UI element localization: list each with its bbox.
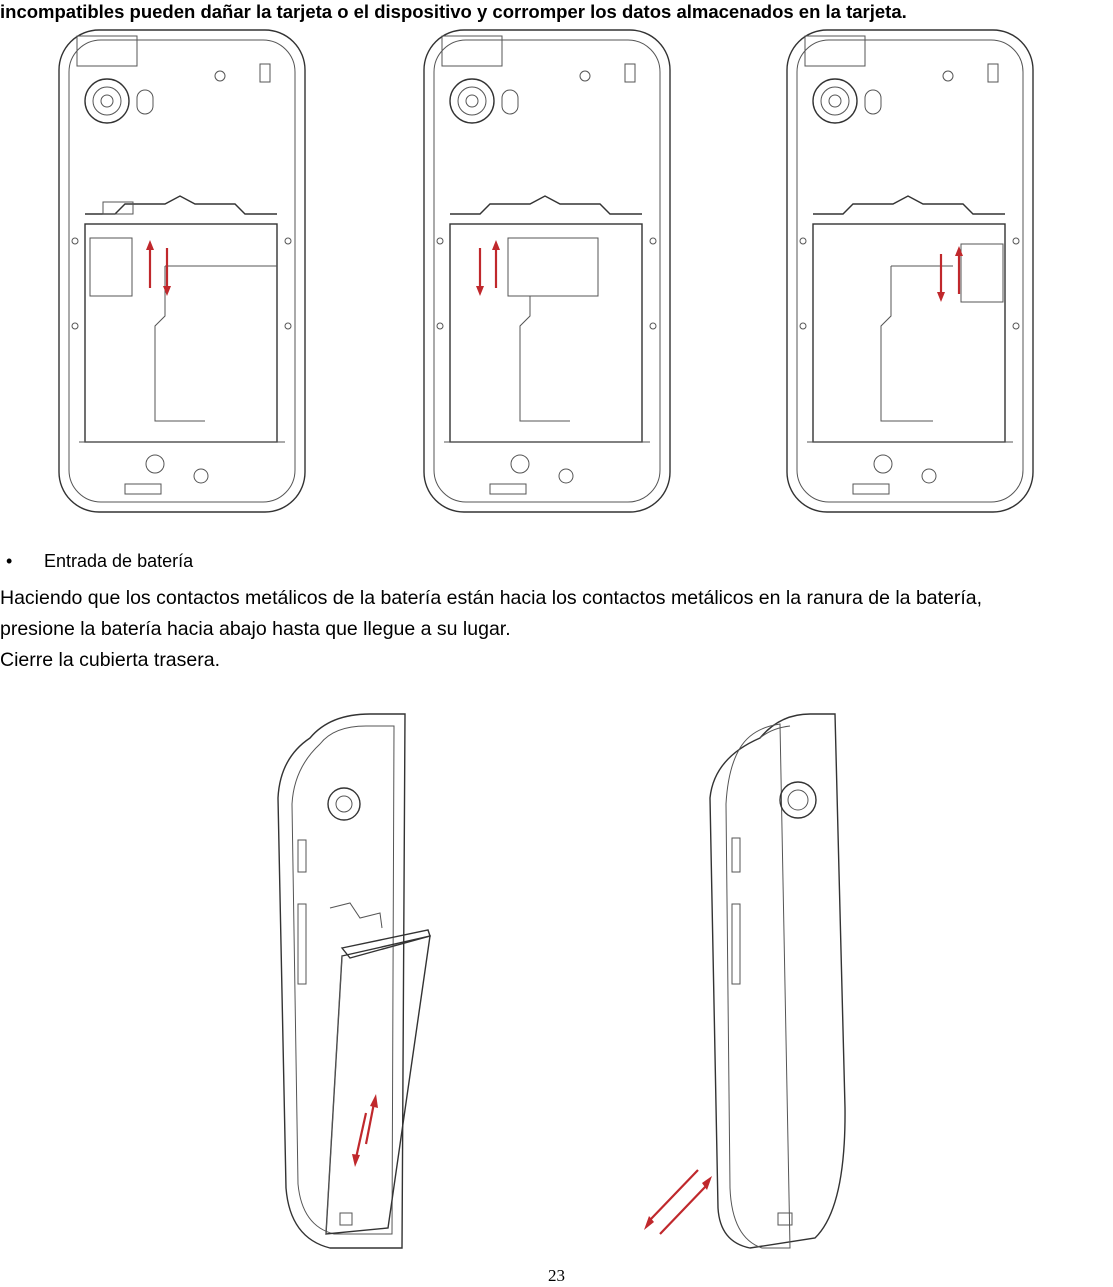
sim-card-illustration-1: [55, 26, 310, 516]
sim-card-illustration-3: [783, 26, 1038, 516]
paragraph-line-2: presione la batería hacia abajo hasta que llegue a su lugar.: [0, 618, 511, 640]
page-number: 23: [548, 1266, 565, 1285]
back-cover-illustration: [640, 708, 860, 1256]
bullet-text: Entrada de batería: [44, 551, 194, 571]
paragraph-line-1: Haciendo que los contactos metálicos de la batería están hacia los contactos metálicos en la ranura de la batería,: [0, 587, 983, 609]
battery-insertion-illustration: [270, 708, 450, 1256]
sim-card-illustration-2: [420, 26, 675, 516]
heading-fragment: incompatibles pueden dañar la tarjeta o el dispositivo y corromper los datos almacenados en la tarjeta.: [0, 1, 907, 22]
bullet-symbol: •: [6, 551, 13, 571]
paragraph-line-3: Cierre la cubierta trasera.: [0, 649, 221, 671]
